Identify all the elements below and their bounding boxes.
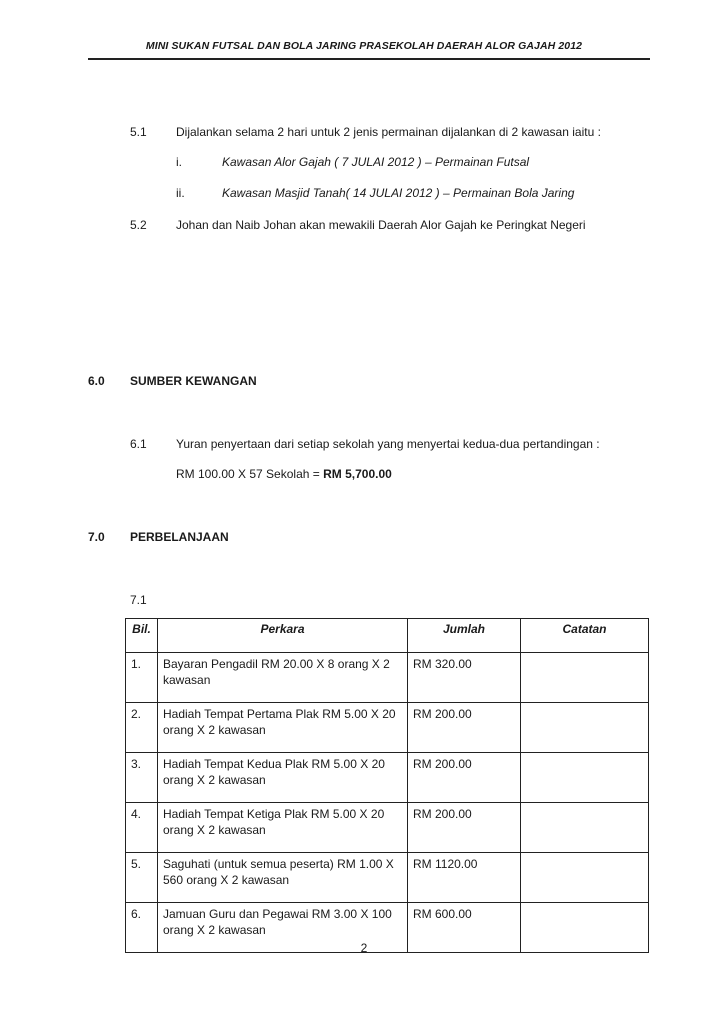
table-row [126,653,649,703]
cell-bil: 4. [126,803,158,853]
subitem-i-text: Kawasan Alor Gajah ( 7 JULAI 2012 ) – Permainan Futsal [222,155,530,169]
cell-bil: 2. [126,703,158,753]
item-6-1-total: RM 5,700.00 [323,467,392,481]
cell-perkara: Bayaran Pengadil RM 20.00 X 8 orang X 2 kawasan [158,653,408,703]
cell-bil: 1. [126,653,158,703]
header-rule [88,58,650,60]
cell-bil: 3. [126,753,158,803]
page-header-title: MINI SUKAN FUTSAL DAN BOLA JARING PRASEKOLAH DAERAH ALOR GAJAH 2012 [145,40,583,52]
cell-perkara: Hadiah Tempat Kedua Plak RM 5.00 X 20 orang X 2 kawasan [158,753,408,803]
item-5-1-text: Dijalankan selama 2 hari untuk 2 jenis permainan dijalankan di 2 kawasan iaitu : [176,125,601,139]
cell-catatan [521,753,649,803]
item-5-2-text: Johan dan Naib Johan akan mewakili Daerah Alor Gajah ke Peringkat Negeri [176,218,586,232]
table-row [126,803,649,853]
header-jumlah: Jumlah [408,619,521,653]
cell-jumlah: RM 200.00 [408,753,521,803]
table-row [126,853,649,903]
cell-catatan [521,703,649,753]
item-6-1-number: 6.1 [130,437,147,451]
subitem-ii-text: Kawasan Masjid Tanah( 14 JULAI 2012 ) – Permainan Bola Jaring [222,186,575,200]
section-6-number: 6.0 [88,374,105,388]
table-header-row [126,619,649,653]
section-7-title: PERBELANJAAN [130,530,229,544]
cell-jumlah: RM 200.00 [408,703,521,753]
subitem-ii-number: ii. [176,186,185,200]
item-7-1-number: 7.1 [130,593,147,607]
cell-perkara: Hadiah Tempat Ketiga Plak RM 5.00 X 20 orang X 2 kawasan [158,803,408,853]
item-6-1-calc: RM 100.00 X 57 Sekolah = [176,467,324,481]
cell-jumlah: RM 1120.00 [408,853,521,903]
cell-jumlah: RM 200.00 [408,803,521,853]
cell-catatan [521,853,649,903]
cell-bil: 5. [126,853,158,903]
expenses-table [125,618,649,953]
header-catatan: Catatan [521,619,649,653]
cell-perkara: Saguhati (untuk semua peserta) RM 1.00 X 560 orang X 2 kawasan [158,853,408,903]
cell-jumlah: RM 600.00 [408,903,521,953]
item-5-2-number: 5.2 [130,218,147,232]
cell-perkara: Hadiah Tempat Pertama Plak RM 5.00 X 20 orang X 2 kawasan [158,703,408,753]
cell-catatan [521,803,649,853]
cell-jumlah: RM 320.00 [408,653,521,703]
item-5-1-number: 5.1 [130,125,147,139]
item-6-1-calculation [176,467,392,481]
header-bil: Bil. [126,619,158,653]
section-7-number: 7.0 [88,530,105,544]
table-row [126,703,649,753]
subitem-i-number: i. [176,155,182,169]
table-row [126,753,649,803]
cell-perkara: Jamuan Guru dan Pegawai RM 3.00 X 100 orang X 2 kawasan [158,903,408,953]
header-perkara: Perkara [158,619,408,653]
cell-catatan [521,653,649,703]
section-6-title: SUMBER KEWANGAN [130,374,257,388]
cell-bil: 6. [126,903,158,953]
page-number: 2 [360,941,368,955]
item-6-1-text: Yuran penyertaan dari setiap sekolah yang menyertai kedua-dua pertandingan : [176,437,600,451]
